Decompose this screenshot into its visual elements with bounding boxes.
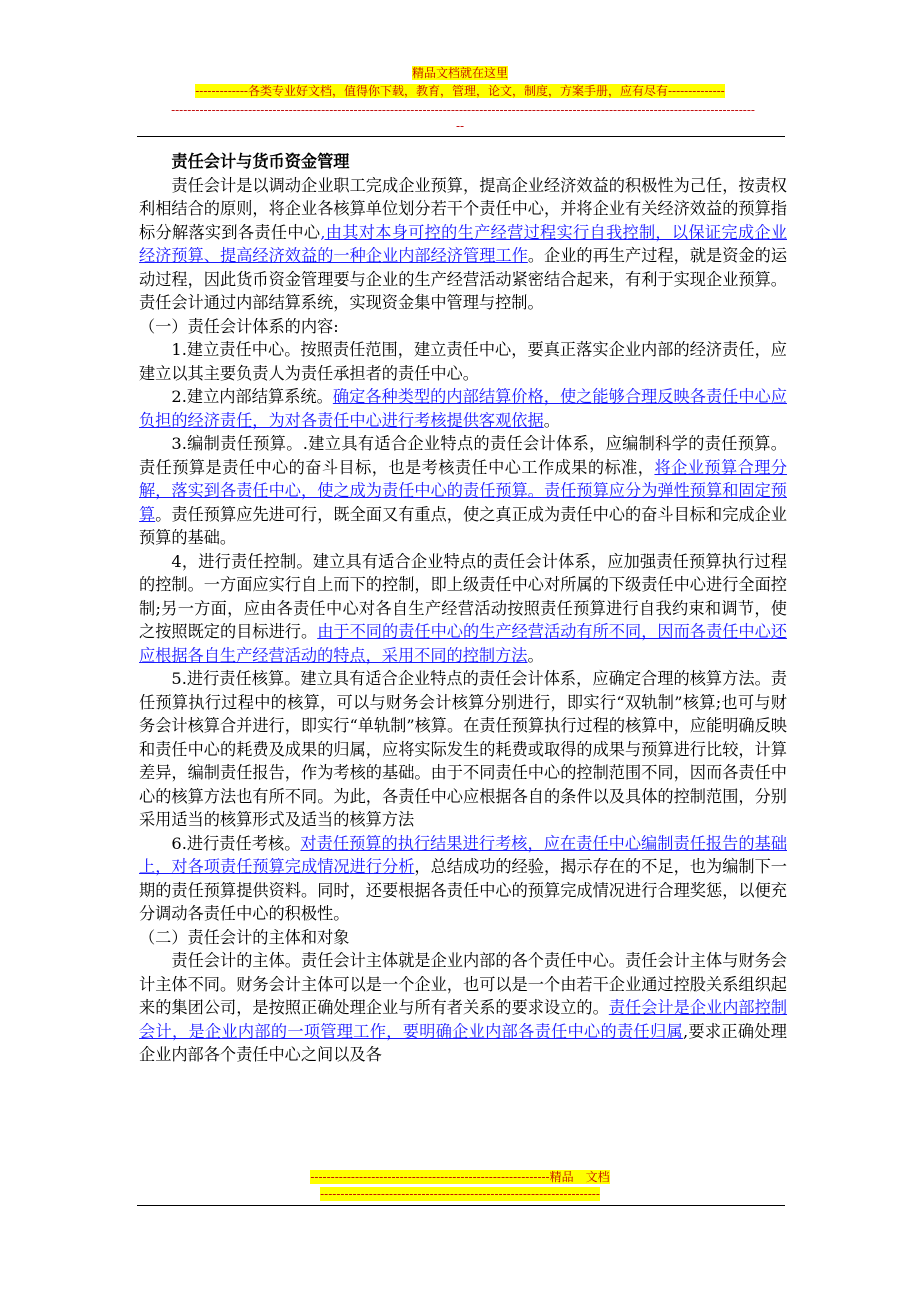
item-3-text: 3.编制责任预算。.建立具有适合企业特点的责任会计体系，应编制科学的责任预算。责任预算是责任中心的奋斗目标，也是考核责任中心工作成果的标准， bbox=[139, 434, 787, 477]
item-6-end: ，总结成功的经验，揭示存在的不足，也为编制下一期的责任预算提供资料。同时，还要根据各责任中心的预算完成情况进行合理奖惩，以便充分调动各责任中心的积极性。 bbox=[139, 857, 787, 923]
document-body bbox=[139, 150, 787, 1067]
item-3-link[interactable]: 将企业预算合理分解，落实到各责任中心，使之成为责任中心的责任预算。责任预算应分为弹性预算和固定预算 bbox=[139, 457, 788, 524]
header-dash-line: ------------------------------------------------------------------------------------------------------------------------------------------------ bbox=[171, 103, 755, 117]
intro-text: 责任会计是以调动企业职工完成企业预算，提高企业经济效益的积极性为己任，按责权利相结合的原则，将企业各核算单位划分若干个责任中心，并将企业有关经济效益的预算指标分解落实到各责任中心 bbox=[139, 175, 787, 242]
item-1: 1.建立责任中心。按照责任范围，建立责任中心，要真正落实企业内部的经济责任，应建立以其主要负责人为责任承担者的责任中心。 bbox=[139, 340, 787, 383]
item-6-text: 6.进行责任考核。 bbox=[171, 833, 301, 853]
item-6 bbox=[139, 832, 787, 926]
header-banner: -------------各类专业好文档，值得你下载，教育，管理，论文，制度，方案手册，应有尽有-------------- bbox=[195, 84, 725, 98]
item-6-link[interactable]: 对责任预算的执行结果进行考核，应在责任中心编制责任报告的基础上，对各项责任预算完成情况进行分析 bbox=[139, 833, 787, 876]
last-paragraph-end: ,要求正确处理企业内部各个责任中心之间以及各 bbox=[139, 1021, 787, 1064]
item-2-text: 2.建立内部结算系统。 bbox=[171, 387, 333, 406]
item-4-end: 。 bbox=[527, 645, 544, 665]
header-dash-tail: -- bbox=[455, 119, 465, 133]
header-top-text: 精品文档就在这里 bbox=[411, 66, 508, 80]
section-heading-1: （一）责任会计体系的内容: bbox=[139, 316, 339, 336]
item-2-end: 。 bbox=[543, 410, 560, 430]
item-4 bbox=[139, 550, 787, 668]
footer-line-2: --------------------------------------------------------------------- bbox=[320, 1187, 600, 1201]
last-paragraph-link[interactable]: 责任会计是企业内部控制会计，是企业内部的一项管理工作，要明确企业内部各责任中心的责任归属 bbox=[139, 998, 788, 1041]
intro-paragraph bbox=[139, 174, 787, 315]
item-2-link[interactable]: 确定各种类型的内部结算价格，使之能够合理反映各责任中心应负担的经济责任，为对各责任中心进行考核提供客观依据 bbox=[139, 387, 787, 430]
footer-divider bbox=[137, 1205, 785, 1206]
footer-line-1: -----------------------------------------------------------精品 文档 bbox=[310, 1170, 610, 1184]
item-3 bbox=[139, 432, 787, 550]
item-4-text: 4，进行责任控制。建立具有适合企业特点的责任会计体系，应加强责任预算执行过程的控制。一方面应实行自上而下的控制，即上级责任中心对所属的下级责任中心进行全面控制;另一方面，应由各责任中心对各自生产经营活动按照责任预算进行自我约束和调节，使之按照既定的目标进行。 bbox=[139, 551, 787, 641]
last-paragraph bbox=[139, 949, 787, 1067]
item-5: 5.进行责任核算。建立具有适合企业特点的责任会计体系，应确定合理的核算方法。责任预算执行过程中的核算，可以与财务会计核算分别进行，即实行“双轨制”核算;也可与财务会计核算合并进行，即实行“单轨制”核算。在责任预算执行过程的核算中，应能明确反映和责任中心的耗费及成果的归属，应将实际发生的耗费或取得的成果与预算进行比较，计算差异，编制责任报告，作为考核的基础。由于不同责任中心的控制范围不同，因而各责任中心的核算方法也有所不同。为此，各责任中心应根据各自的条件以及具体的控制范围，分别采用适当的核算形式及适当的核算方法 bbox=[139, 669, 787, 829]
document-title: 责任会计与货币资金管理 bbox=[171, 152, 350, 171]
item-2 bbox=[139, 385, 787, 432]
item-3-end: 。责任预算应先进可行，既全面又有重点，使之真正成为责任中心的奋斗目标和完成企业预算的基础。 bbox=[139, 504, 787, 547]
intro-text-end: 。企业的再生产过程，就是资金的运动过程，因此货币资金管理要与企业的生产经营活动紧密结合起来，有利于实现企业预算。责任会计通过内部结算系统，实现资金集中管理与控制。 bbox=[139, 246, 788, 312]
item-4-link[interactable]: 由于不同的责任中心的生产经营活动有所不同，因而各责任中心还应根据各自生产经营活动的特点，采用不同的控制方法 bbox=[139, 622, 787, 665]
header-divider bbox=[137, 136, 785, 137]
last-paragraph-text: 责任会计的主体。责任会计主体就是企业内部的各个责任中心。责任会计主体与财务会计主体不同。财务会计主体可以是一个企业，也可以是一个由若干企业通过控股关系组织起来的集团公司，是按照正确处理企业与所有者关系的要求设立的。 bbox=[139, 951, 787, 1017]
section-heading-2: （二）责任会计的主体和对象 bbox=[139, 927, 350, 947]
intro-link[interactable]: ,由其对本身可控的生产经营过程实行自我控制，以保证完成企业经济预算、提高经济效益的一种企业内部经济管理工作 bbox=[139, 222, 788, 265]
